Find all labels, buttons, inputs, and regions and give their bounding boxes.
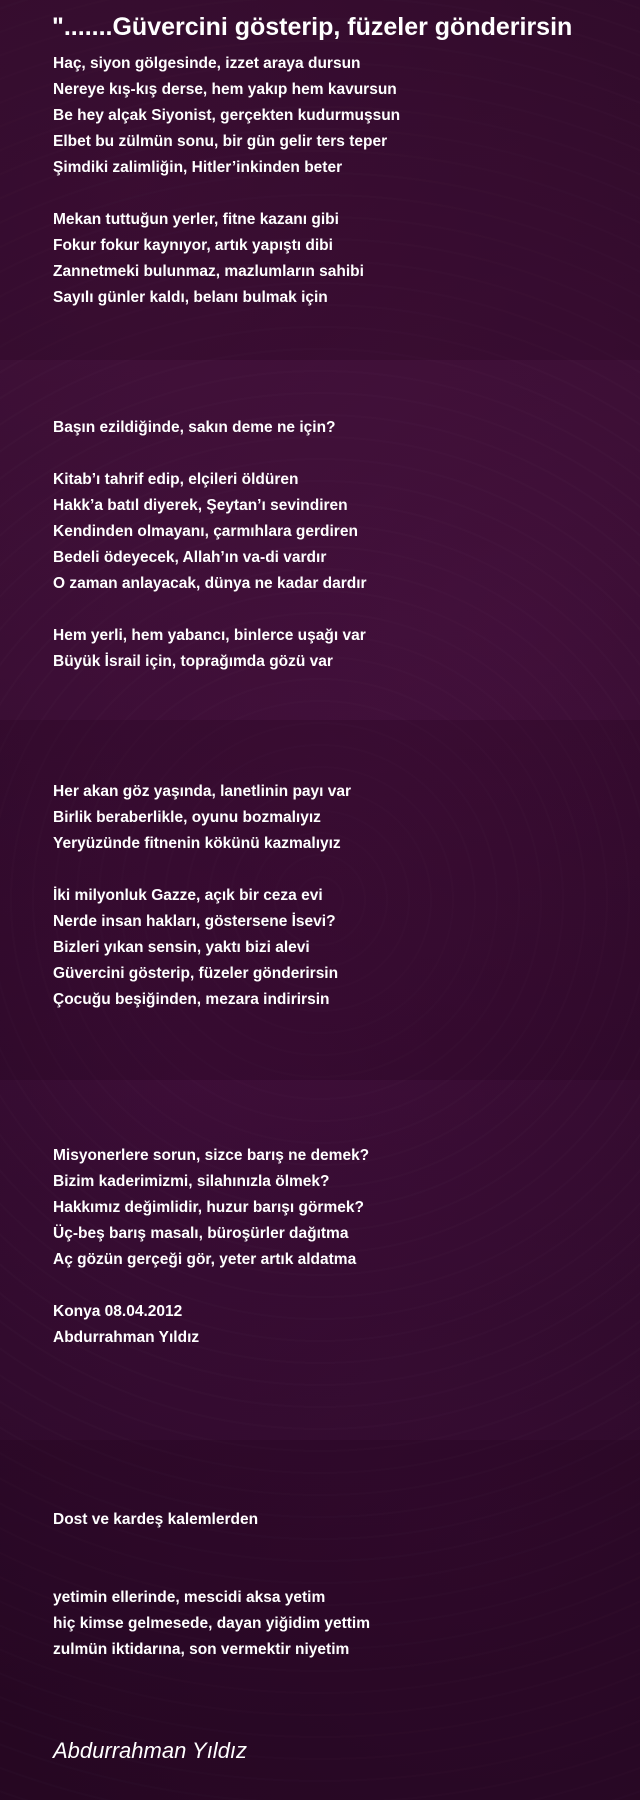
poem-line: Be hey alçak Siyonist, gerçekten kudurmuşsun: [53, 107, 401, 124]
author-name: Abdurrahman Yıldız: [53, 1329, 200, 1346]
poem-line: Hem yerli, hem yabancı, binlerce uşağı var: [53, 627, 366, 644]
place-date-author: [53, 1299, 613, 1351]
stanza: [53, 1507, 613, 1533]
poem-line: hiç kimse gelmesede, dayan yiğidim yettim: [53, 1615, 371, 1632]
poem-line: Fokur fokur kaynıyor, artık yapıştı dibi: [53, 237, 333, 254]
poem-line: Nereye kış-kış derse, hem yakıp hem kavursun: [53, 81, 397, 98]
poem-line: Başın ezildiğinde, sakın deme ne için?: [53, 419, 336, 436]
stanza: [53, 51, 613, 181]
poem-line: İki milyonluk Gazze, açık bir ceza evi: [53, 887, 323, 904]
stanza: [53, 1585, 613, 1663]
poem-line: Üç-beş barış masalı, büroşürler dağıtma: [53, 1225, 349, 1242]
poem-line: Kitab’ı tahrif edip, elçileri öldüren: [53, 471, 299, 488]
poem-line: Bedeli ödeyecek, Allah’ın va-di vardır: [53, 549, 327, 566]
poem-line: Bizleri yıkan sensin, yaktı bizi alevi: [53, 939, 310, 956]
poem-line: Kendinden olmayanı, çarmıhlara gerdiren: [53, 523, 358, 540]
stanza: [53, 415, 613, 441]
poem-line: Çocuğu beşiğinden, mezara indirirsin: [53, 991, 330, 1008]
poem-line: Haç, siyon gölgesinde, izzet araya dursun: [53, 55, 361, 72]
poem-line: Hakkımız değimlidir, huzur barışı görmek?: [53, 1199, 364, 1216]
poem-line: yetimin ellerinde, mescidi aksa yetim: [53, 1589, 326, 1606]
poem-line: zulmün iktidarına, son vermektir niyetim: [53, 1641, 350, 1658]
poem-line: Şimdiki zalimliğin, Hitler’inkinden beter: [53, 159, 343, 176]
poem-line: Zannetmeki bulunmaz, mazlumların sahibi: [53, 263, 364, 280]
poem-line: Yeryüzünde fitnenin kökünü kazmalıyız: [53, 835, 341, 852]
poem-body: [53, 51, 613, 1663]
stanza: [53, 207, 613, 311]
stanza: [53, 1143, 613, 1273]
poem-line: Her akan göz yaşında, lanetlinin payı var: [53, 783, 352, 800]
stanza: [53, 467, 613, 597]
poem-line: Elbet bu zülmün sonu, bir gün gelir ters teper: [53, 133, 388, 150]
poem-line: Mekan tuttuğun yerler, fitne kazanı gibi: [53, 211, 339, 228]
poem-title: ".......Güvercini gösterip, füzeler gönderirsin: [52, 13, 573, 41]
poem-line: O zaman anlayacak, dünya ne kadar dardır: [53, 575, 367, 592]
author-signature: Abdurrahman Yıldız: [53, 1738, 248, 1763]
poem-line: Sayılı günler kaldı, belanı bulmak için: [53, 289, 328, 306]
place-date: Konya 08.04.2012: [53, 1303, 183, 1320]
poem-line: Birlik beraberlikle, oyunu bozmalıyız: [53, 809, 321, 826]
poem-line: Bizim kaderimizmi, silahınızla ölmek?: [53, 1173, 330, 1190]
section-heading: Dost ve kardeş kalemlerden: [53, 1511, 259, 1528]
poem-line: Hakk’a batıl diyerek, Şeytan’ı sevindiren: [53, 497, 348, 514]
poem-line: Büyük İsrail için, toprağımda gözü var: [53, 653, 333, 670]
stanza: [53, 883, 613, 1013]
poem-line: Misyonerlere sorun, sizce barış ne demek?: [53, 1147, 370, 1164]
poem-line: Güvercini gösterip, füzeler gönderirsin: [53, 965, 339, 982]
poem-line: Aç gözün gerçeği gör, yeter artık aldatma: [53, 1251, 357, 1268]
stanza: [53, 779, 613, 857]
poem-line: Nerde insan hakları, göstersene İsevi?: [53, 913, 336, 930]
stanza: [53, 623, 613, 675]
